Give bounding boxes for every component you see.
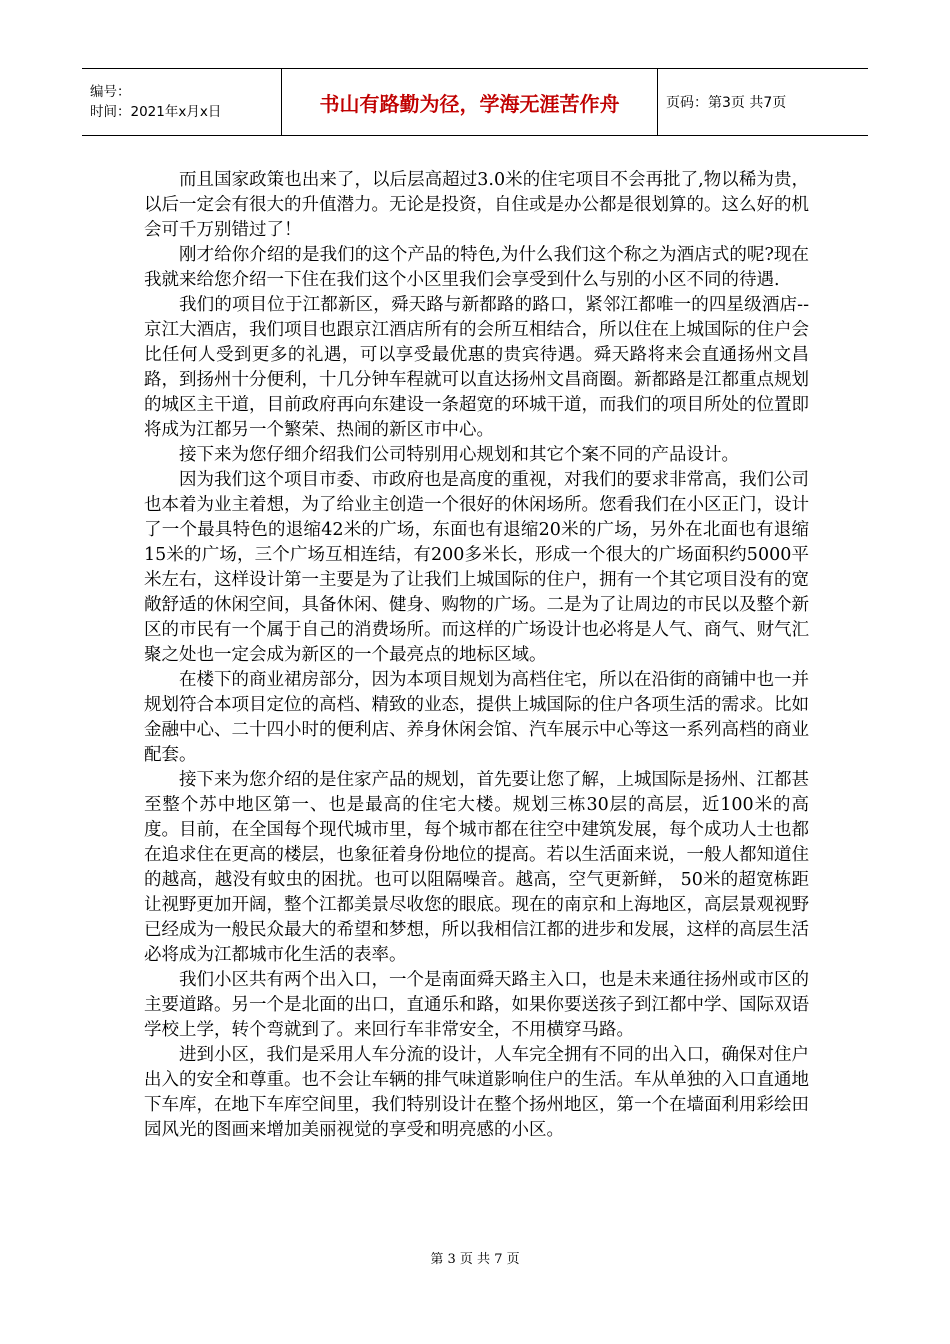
paragraph: 接下来为您仔细介绍我们公司特别用心规划和其它个案不同的产品设计。 (179, 445, 739, 465)
paragraph: 在楼下的商业裙房部分，因为本项目规划为高档住宅，所以在沿街的商铺中也一并规划符合本项目定位的高档、精致的业态，提供上城国际的住户各项生活的需求。比如金融中心、二十四小时的便利店、养身休闲会馆、汽车展示中心等这一系列高档的商业配套。 (144, 670, 809, 765)
time-label: 时间：2021年x月x日 (90, 104, 222, 120)
paragraph: 我们小区共有两个出入口，一个是南面舜天路主入口，也是未来通往扬州或市区的主要道路。另一个是北面的出口，直通乐和路，如果你要送孩子到江都中学、国际双语学校上学，转个弯就到了。来回行车非常安全，不用横穿马路。 (144, 970, 809, 1040)
header-page-info (658, 69, 868, 135)
paragraph: 进到小区，我们是采用人车分流的设计，人车完全拥有不同的出入口，确保对住户出入的安全和尊重。也不会让车辆的排气味道影响住户的生活。车从单独的入口直通地下车库，在地下车库空间里，我们特别设计在整个扬州地区，第一个在墙面利用彩绘田园风光的图画来增加美丽视觉的享受和明亮感的小区。 (144, 1045, 809, 1140)
document-body (144, 168, 809, 1143)
page-footer (0, 1248, 950, 1267)
motto-text: 书山有路勤为径，学海无涯苦作舟 (319, 91, 620, 116)
paragraph: 因为我们这个项目市委、市政府也是高度的重视，对我们的要求非常高，我们公司也本着为业主着想，为了给业主创造一个很好的休闲场所。您看我们在小区正门，设计了一个最具特色的退缩42米的广场，东面也有退缩20米的广场，另外在北面也有退缩15米的广场，三个广场互相连结，有200多米长，形成一个很大的广场面积约5000平米左右，这样设计第一主要是为了让我们上城国际的住户，拥有一个其它项目没有的宽敞舒适的休闲空间，具备休闲、健身、购物的广场。二是为了让周边的市民以及整个新区的市民有一个属于自己的消费场所。而这样的广场设计也必将是人气、商气、财气汇聚之处也一定会成为新区的一个最亮点的地标区域。 (144, 470, 809, 665)
serial-label: 编号： (90, 84, 131, 100)
footer-page-number: 第 3 页 共 7 页 (430, 1252, 520, 1267)
page-header (82, 68, 868, 136)
paragraph: 而且国家政策也出来了，以后层高超过3.0米的住宅项目不会再批了,物以稀为贵，以后一定会有很大的升值潜力。无论是投资，自住或是办公都是很划算的。这么好的机会可千万别错过了！ (144, 170, 809, 240)
header-motto (282, 69, 658, 135)
paragraph: 我们的项目位于江都新区，舜天路与新都路的路口，紧邻江都唯一的四星级酒店--京江大酒店，我们项目也跟京江酒店所有的会所互相结合，所以住在上城国际的住户会比任何人受到更多的礼遇，可以享受最优惠的贵宾待遇。舜天路将来会直通扬州文昌路，到扬州十分便利，十几分钟车程就可以直达扬州文昌商圈。新都路是江都重点规划的城区主干道，目前政府再向东建设一条超宽的环城干道，而我们的项目所处的位置即将成为江都另一个繁荣、热闹的新区市中心。 (144, 295, 809, 440)
header-meta (82, 69, 282, 135)
paragraph: 接下来为您介绍的是住家产品的规划，首先要让您了解，上城国际是扬州、江都甚至整个苏中地区第一、也是最高的住宅大楼。规划三栋30层的高层，近100米的高度。目前，在全国每个现代城市里，每个城市都在往空中建筑发展，每个成功人士也都在追求住在更高的楼层，也象征着身份地位的提高。若以生活面来说，一般人都知道住的越高，越没有蚊虫的困扰。也可以阻隔噪音。越高，空气更新鲜， 50米的超宽栋距让视野更加开阔，整个江都美景尽收您的眼底。现在的南京和上海地区，高层景观视野已经成为一般民众最大的希望和梦想，所以我相信江都的进步和发展，这样的高层生活必将成为江都城市化生活的表率。 (144, 770, 809, 965)
page-info-text: 页码：第3页 共7页 (666, 95, 787, 111)
paragraph: 刚才给你介绍的是我们的这个产品的特色,为什么我们这个称之为酒店式的呢?现在我就来给您介绍一下住在我们这个小区里我们会享受到什么与别的小区不同的待遇. (144, 245, 809, 290)
